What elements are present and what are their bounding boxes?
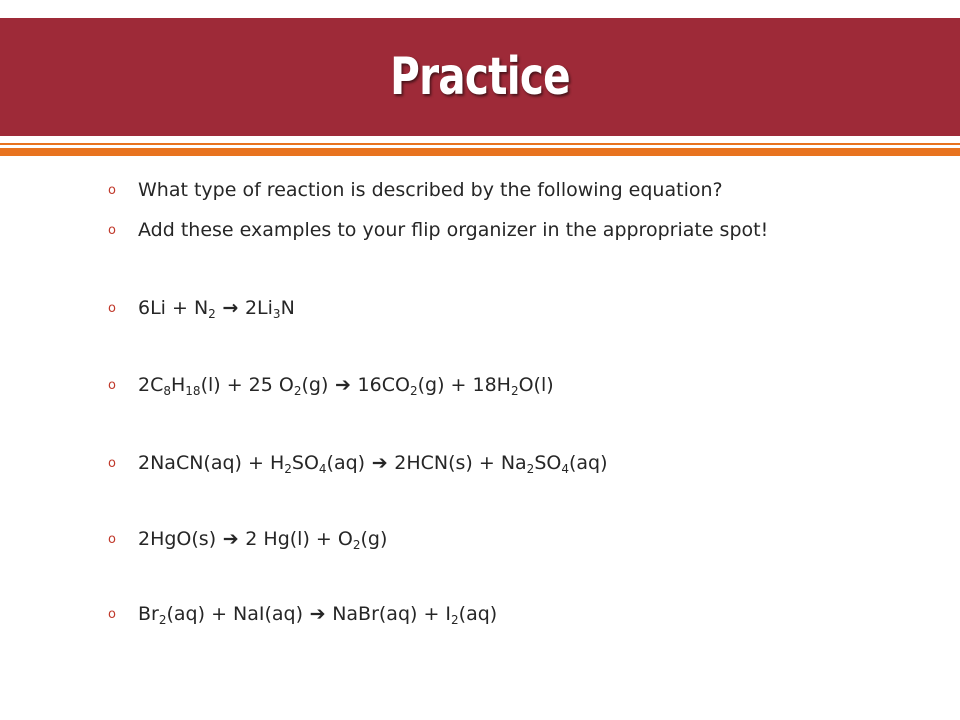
equation-4 [108, 527, 928, 552]
arrow-icon: → [215, 297, 245, 319]
equation-1 [108, 296, 928, 321]
equation-text: $6Li + N_2 \to 2Li_3N$ [138, 297, 295, 321]
equation-2 [108, 373, 928, 398]
equation-text: 2HgO(s) ➔ 2 $Hg(l) + O_2(g)$ [138, 528, 388, 552]
equation-3 [108, 451, 928, 476]
bullet-marker-icon: o [108, 378, 116, 393]
accent-rule-thick [0, 148, 960, 156]
bullet-marker-icon: o [108, 607, 116, 622]
bullet-question [108, 178, 928, 203]
arrow-icon: ➔ [365, 452, 395, 474]
bullet-text: Add these examples to your flip organizer in the appropriate spot! [138, 219, 769, 241]
bullet-marker-icon: o [108, 456, 116, 471]
bullet-marker-icon: o [108, 183, 116, 198]
equation-5 [108, 602, 928, 627]
arrow-icon: ➔ [216, 528, 246, 550]
bullet-marker-icon: o [108, 532, 116, 547]
equation-text: 2NaCN(aq) + $H_2SO_4(aq)$ ➔ $2HCN(s) + Na_2SO_4(aq)$ [138, 452, 608, 476]
bullet-instruction [108, 218, 928, 243]
bullet-marker-icon: o [108, 223, 116, 238]
bullet-text: What type of reaction is described by the following equation? [138, 179, 723, 201]
bullet-marker-icon: o [108, 301, 116, 316]
arrow-icon: ➔ [328, 374, 358, 396]
accent-rule-thin [0, 143, 960, 145]
slide-title: Practice [390, 47, 570, 107]
equation-text: $2C_8H_{18}(l) + 25$ $O_2(g)$ ➔ $16CO_2(g) + 18H_2O(l)$ [138, 374, 554, 398]
title-band [0, 18, 960, 136]
equation-text: $Br_2(aq) + NaI(aq)$ ➔ NaBr(aq) + $I_2(aq)$ [138, 603, 498, 627]
arrow-icon: ➔ [303, 603, 333, 625]
